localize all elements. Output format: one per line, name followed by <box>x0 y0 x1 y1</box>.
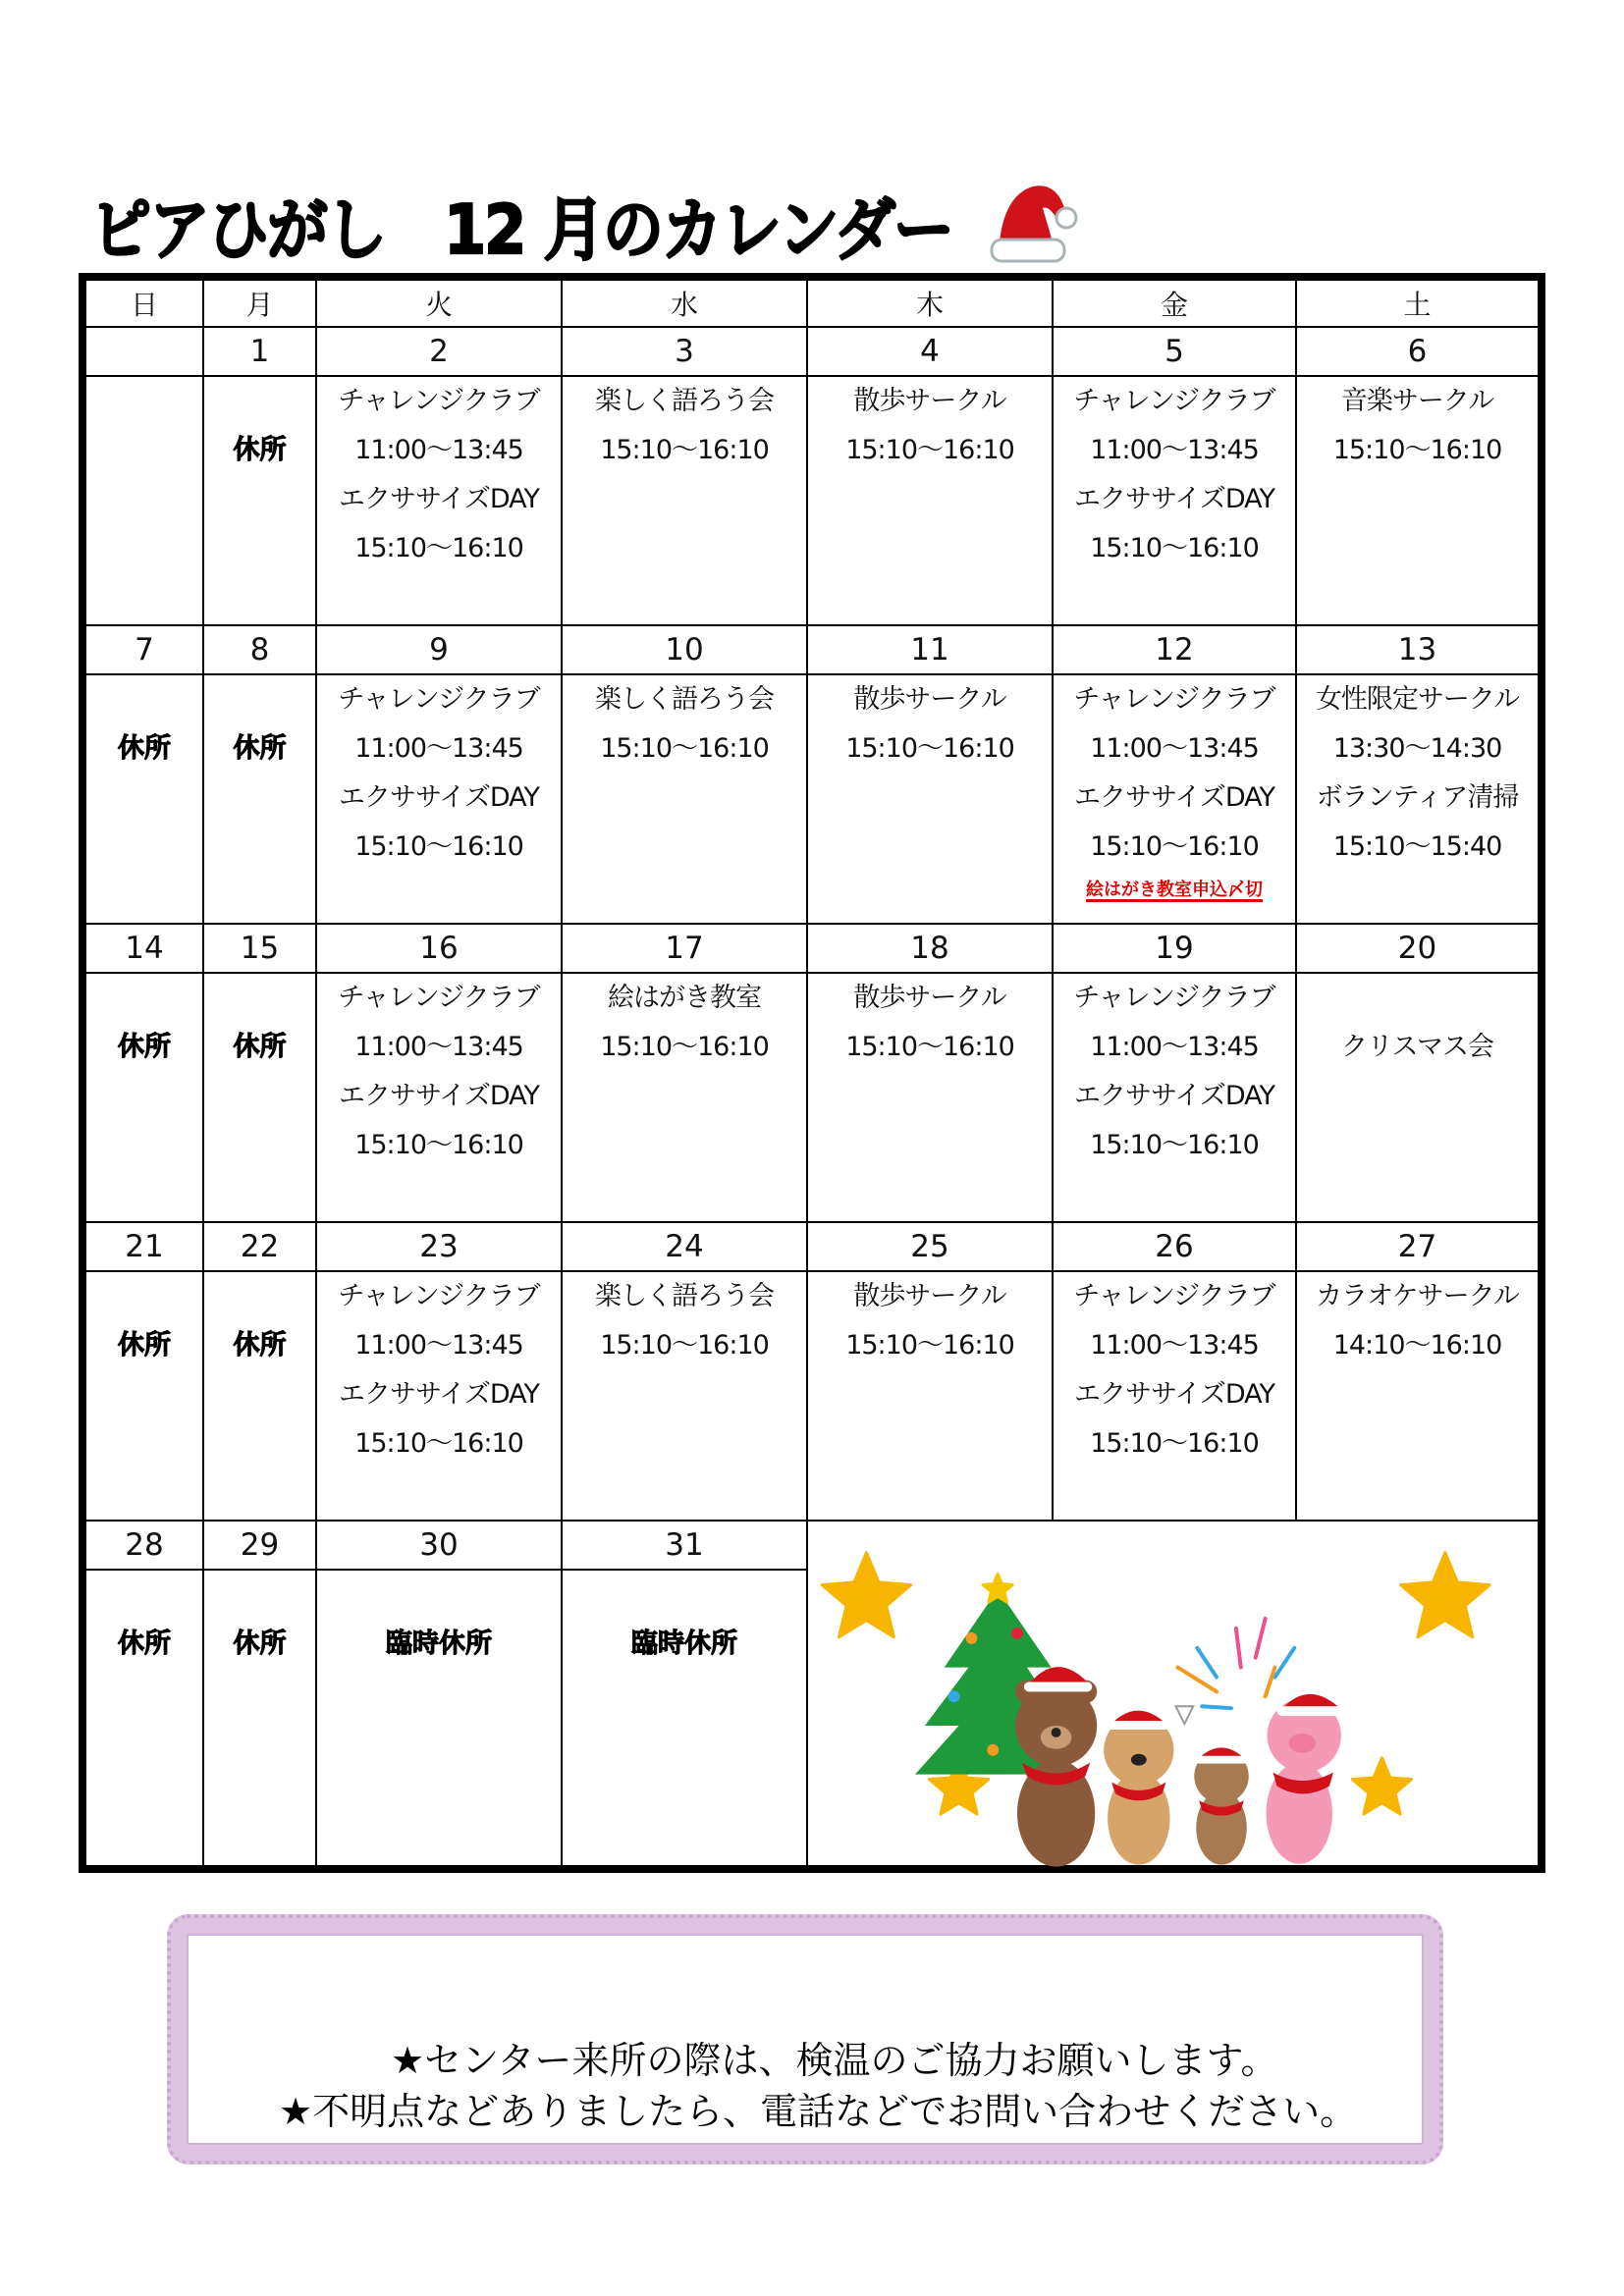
day-cell <box>316 1271 562 1521</box>
event-line: チャレンジクラブ <box>338 684 540 715</box>
events-row <box>82 1271 1542 1521</box>
weekday-sun: 日 <box>82 277 203 327</box>
day-cell <box>807 973 1053 1222</box>
event-line: 14:10〜16:10 <box>1332 1330 1502 1361</box>
events-row <box>82 376 1542 625</box>
day-cell <box>82 1271 203 1521</box>
star-icon <box>1401 1553 1490 1637</box>
date-cell: 26 <box>1053 1222 1296 1271</box>
date-cell: 10 <box>562 625 807 674</box>
event-line: 15:10〜16:10 <box>845 1032 1014 1062</box>
date-cell: 31 <box>562 1521 807 1570</box>
calendar-table <box>79 273 1545 1873</box>
date-cell: 8 <box>203 625 316 674</box>
weekday-tue: 火 <box>316 277 562 327</box>
event-line: 11:00〜13:45 <box>1090 435 1259 465</box>
closed-label: 休所 <box>118 733 171 764</box>
event-line: チャレンジクラブ <box>338 983 540 1013</box>
day-cell <box>562 1271 807 1521</box>
event-line: 15:10〜16:10 <box>354 1428 523 1459</box>
cat-icon <box>1194 1747 1248 1864</box>
day-cell <box>203 1570 316 1869</box>
day-cell <box>1053 376 1296 625</box>
day-cell <box>82 1570 203 1869</box>
event-line: 15:10〜16:10 <box>845 1330 1014 1361</box>
event-line: 音楽サークル <box>1340 386 1494 416</box>
event-line: 15:10〜16:10 <box>354 831 523 862</box>
day-cell <box>316 376 562 625</box>
event-line: 散歩サークル <box>853 684 1006 715</box>
day-cell <box>316 973 562 1222</box>
event-line: 女性限定サークル <box>1315 684 1520 715</box>
date-row <box>82 924 1542 973</box>
weekday-wed: 水 <box>562 277 807 327</box>
day-cell <box>1296 973 1542 1222</box>
date-cell: 24 <box>562 1222 807 1271</box>
date-cell: 6 <box>1296 327 1542 376</box>
closed-label: 休所 <box>118 1330 171 1361</box>
confetti-icon <box>1177 1619 1294 1708</box>
day-cell <box>203 674 316 924</box>
dog-icon <box>1104 1706 1193 1864</box>
day-cell <box>1296 1271 1542 1521</box>
day-cell <box>562 674 807 924</box>
event-line: チャレンジクラブ <box>1073 1281 1275 1311</box>
event-line: 15:10〜16:10 <box>1090 1428 1259 1459</box>
event-line: 11:00〜13:45 <box>354 435 523 465</box>
event-line: 11:00〜13:45 <box>1090 1032 1259 1062</box>
event-line: チャレンジクラブ <box>338 386 540 416</box>
closed-label: 休所 <box>233 1032 287 1062</box>
date-cell: 9 <box>316 625 562 674</box>
date-row <box>82 327 1542 376</box>
date-cell: 13 <box>1296 625 1542 674</box>
date-cell: 1 <box>203 327 316 376</box>
event-line: エクササイズDAY <box>1073 782 1275 813</box>
event-line: 11:00〜13:45 <box>354 733 523 764</box>
date-cell: 19 <box>1053 924 1296 973</box>
event-line: 楽しく語ろう会 <box>595 1281 774 1311</box>
event-line: エクササイズDAY <box>338 484 540 514</box>
date-cell: 2 <box>316 327 562 376</box>
event-line: 15:10〜16:10 <box>1090 831 1259 862</box>
date-cell: 11 <box>807 625 1053 674</box>
deadline-note: 絵はがき教室申込〆切 <box>1086 880 1263 900</box>
star-icon <box>822 1553 911 1637</box>
event-line: 15:10〜16:10 <box>600 435 769 465</box>
day-cell <box>1053 973 1296 1222</box>
event-line: 11:00〜13:45 <box>1090 733 1259 764</box>
weekday-thu: 木 <box>807 277 1053 327</box>
event-line: 15:10〜16:10 <box>600 733 769 764</box>
day-cell <box>807 1271 1053 1521</box>
day-cell <box>807 376 1053 625</box>
notice-line-1: ★センター来所の際は、検温のご協力お願いします。 <box>391 2039 1278 2082</box>
date-row <box>82 1222 1542 1271</box>
event-line: ボランティア清掃 <box>1316 782 1519 813</box>
event-line: クリスマス会 <box>1341 1032 1493 1062</box>
event-line: 15:10〜16:10 <box>354 1130 523 1160</box>
event-line: 15:10〜16:10 <box>845 733 1014 764</box>
event-line: 散歩サークル <box>853 386 1006 416</box>
closed-label: 休所 <box>233 1629 287 1659</box>
event-line: 散歩サークル <box>853 1281 1006 1311</box>
christmas-party-illustration <box>808 1522 1538 1867</box>
date-cell: 5 <box>1053 327 1296 376</box>
event-line: 11:00〜13:45 <box>1090 1330 1259 1361</box>
day-cell <box>1296 674 1542 924</box>
date-cell: 7 <box>82 625 203 674</box>
event-line: カラオケサークル <box>1316 1281 1519 1311</box>
tree-top-star-icon <box>983 1574 1012 1602</box>
day-cell <box>203 1271 316 1521</box>
event-line: エクササイズDAY <box>338 782 540 813</box>
event-line: チャレンジクラブ <box>338 1281 540 1311</box>
event-line: 15:10〜16:10 <box>1090 533 1259 563</box>
closed-label: 休所 <box>233 733 287 764</box>
day-cell <box>807 674 1053 924</box>
day-cell <box>316 1570 562 1869</box>
date-cell: 28 <box>82 1521 203 1570</box>
date-cell <box>82 327 203 376</box>
day-cell <box>203 973 316 1222</box>
day-cell <box>562 1570 807 1869</box>
weekday-header-row <box>82 277 1542 327</box>
event-line: 15:10〜16:10 <box>354 533 523 563</box>
date-cell: 22 <box>203 1222 316 1271</box>
date-cell: 23 <box>316 1222 562 1271</box>
event-line: エクササイズDAY <box>338 1379 540 1410</box>
weekday-mon: 月 <box>203 277 316 327</box>
temp-closed-label: 臨時休所 <box>386 1629 492 1659</box>
closed-label: 休所 <box>118 1629 171 1659</box>
event-line: 15:10〜16:10 <box>600 1330 769 1361</box>
event-line: エクササイズDAY <box>338 1081 540 1111</box>
events-row <box>82 674 1542 924</box>
date-cell: 21 <box>82 1222 203 1271</box>
day-cell <box>1053 1271 1296 1521</box>
date-row <box>82 1521 1542 1570</box>
day-cell <box>1296 376 1542 625</box>
date-cell: 20 <box>1296 924 1542 973</box>
weekday-fri: 金 <box>1053 277 1296 327</box>
closed-label: 休所 <box>233 435 287 465</box>
event-line: 楽しく語ろう会 <box>595 684 774 715</box>
illustration-cell <box>807 1521 1542 1869</box>
date-cell: 15 <box>203 924 316 973</box>
closed-label: 休所 <box>118 1032 171 1062</box>
date-cell: 27 <box>1296 1222 1542 1271</box>
event-line: チャレンジクラブ <box>1073 983 1275 1013</box>
date-cell: 14 <box>82 924 203 973</box>
event-line: チャレンジクラブ <box>1073 386 1275 416</box>
date-cell: 18 <box>807 924 1053 973</box>
event-line: 15:10〜16:10 <box>1090 1130 1259 1160</box>
notice-line-2: ★不明点などありましたら、電話などでお問い合わせください。 <box>279 2090 1358 2133</box>
event-line: 11:00〜13:45 <box>354 1032 523 1062</box>
day-cell <box>562 376 807 625</box>
event-line: 15:10〜15:40 <box>1332 831 1502 862</box>
pig-icon <box>1267 1694 1358 1864</box>
page-title: ピアひがし 12 月のカレンダー <box>90 188 952 270</box>
day-cell <box>82 973 203 1222</box>
event-line: 絵はがき教室 <box>608 983 761 1013</box>
date-cell: 16 <box>316 924 562 973</box>
weekday-sat: 土 <box>1296 277 1542 327</box>
date-cell: 3 <box>562 327 807 376</box>
date-row <box>82 625 1542 674</box>
page-title-wrap <box>90 175 952 273</box>
date-cell: 25 <box>807 1222 1053 1271</box>
day-cell <box>82 376 203 625</box>
event-line: エクササイズDAY <box>1073 484 1275 514</box>
event-line: 散歩サークル <box>853 983 1006 1013</box>
event-line: 15:10〜16:10 <box>845 435 1014 465</box>
date-cell: 29 <box>203 1521 316 1570</box>
event-line: 楽しく語ろう会 <box>595 386 774 416</box>
event-line: エクササイズDAY <box>1073 1379 1275 1410</box>
day-cell <box>1053 674 1296 924</box>
day-cell <box>203 376 316 625</box>
date-cell: 17 <box>562 924 807 973</box>
event-line: 13:30〜14:30 <box>1332 733 1502 764</box>
temp-closed-label: 臨時休所 <box>631 1629 737 1659</box>
event-line: 11:00〜13:45 <box>354 1330 523 1361</box>
event-line: チャレンジクラブ <box>1073 684 1275 715</box>
star-icon <box>1352 1758 1411 1814</box>
closed-label: 休所 <box>233 1330 287 1361</box>
lace-border <box>167 1914 1443 2164</box>
date-cell: 12 <box>1053 625 1296 674</box>
date-cell: 4 <box>807 327 1053 376</box>
santa-hat-icon <box>982 179 1080 267</box>
event-line: 15:10〜16:10 <box>600 1032 769 1062</box>
event-line: エクササイズDAY <box>1073 1081 1275 1111</box>
day-cell <box>82 674 203 924</box>
bear-icon <box>1015 1667 1097 1867</box>
event-line: 15:10〜16:10 <box>1332 435 1502 465</box>
day-cell <box>316 674 562 924</box>
date-cell: 30 <box>316 1521 562 1570</box>
events-row <box>82 973 1542 1222</box>
day-cell <box>562 973 807 1222</box>
